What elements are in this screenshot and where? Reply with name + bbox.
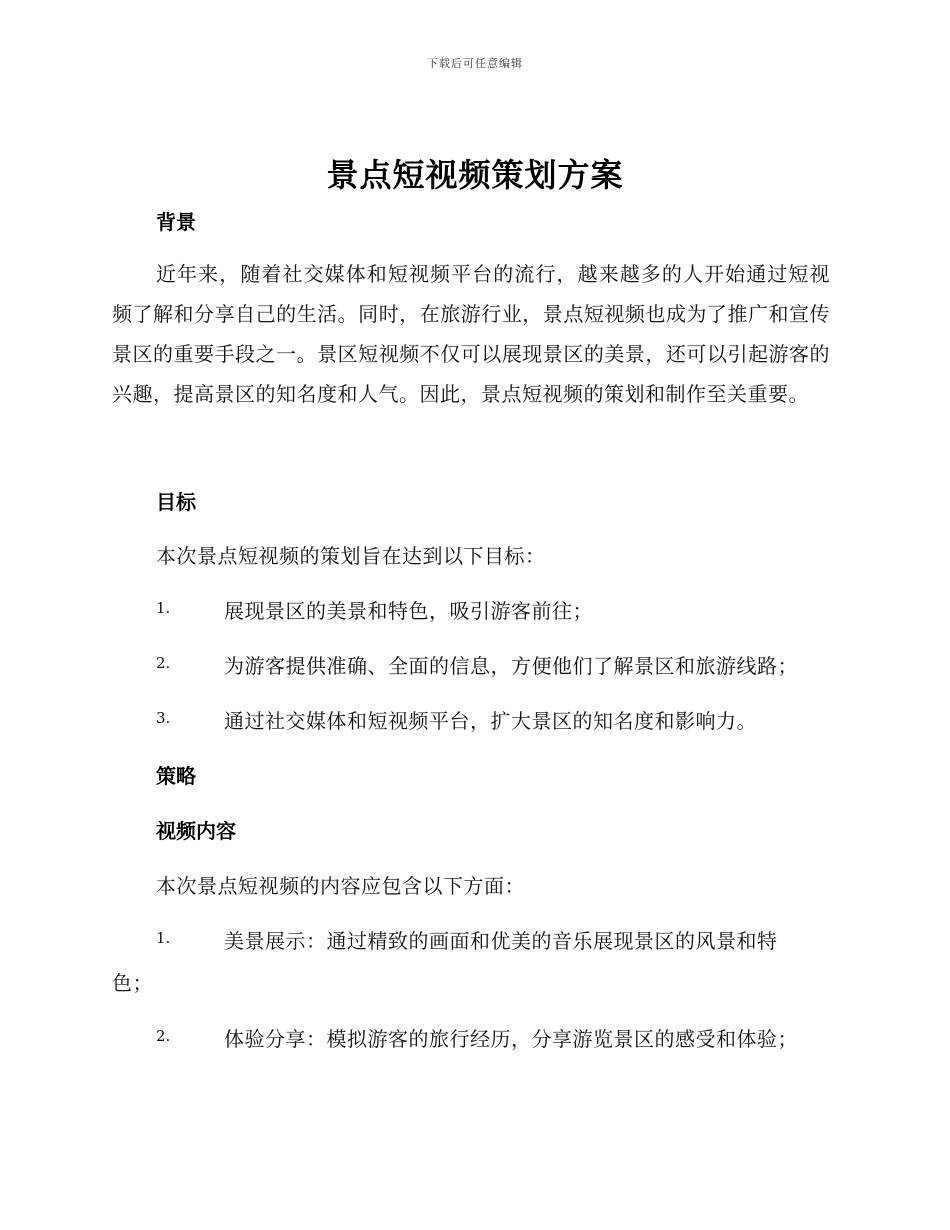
list-item: 体验分享：模拟游客的旅行经历，分享游览景区的感受和体验；: [224, 1027, 798, 1051]
list-item-number: 2.: [156, 654, 171, 672]
list-item-number: 1.: [156, 599, 171, 617]
subheading-video-content: 视频内容: [156, 819, 236, 843]
section-heading-background: 背景: [156, 210, 196, 234]
list-item: 美景展示：通过精致的画面和优美的音乐展现景区的风景和特: [224, 929, 778, 953]
list-item: 通过社交媒体和短视频平台，扩大景区的知名度和影响力。: [224, 709, 757, 733]
section-heading-goals: 目标: [156, 490, 196, 514]
list-item-continuation: 色；: [112, 971, 153, 995]
list-item-number: 3.: [156, 709, 171, 727]
strategy-intro: 本次景点短视频的内容应包含以下方面：: [156, 874, 525, 898]
list-item: 为游客提供准确、全面的信息，方便他们了解景区和旅游线路；: [224, 654, 798, 678]
list-item-number: 2.: [156, 1027, 171, 1045]
list-item: 展现景区的美景和特色，吸引游客前往；: [224, 599, 593, 623]
goals-intro: 本次景点短视频的策划旨在达到以下目标：: [156, 544, 546, 568]
document-title: 景点短视频策划方案: [326, 156, 624, 194]
section-heading-strategy: 策略: [156, 764, 196, 788]
list-item-number: 1.: [156, 929, 171, 947]
background-paragraph: 近年来，随着社交媒体和短视频平台的流行，越来越多的人开始通过短视频了解和分享自己的生活。同时，在旅游行业，景点短视频也成为了推广和宣传景区的重要手段之一。景区短视频不仅可以展现景区的美景，还可以引起游客的兴趣，提高景区的知名度和人气。因此，景点短视频的策划和制作至关重要。: [112, 262, 830, 406]
header-note: 下载后可任意编辑: [427, 57, 523, 70]
